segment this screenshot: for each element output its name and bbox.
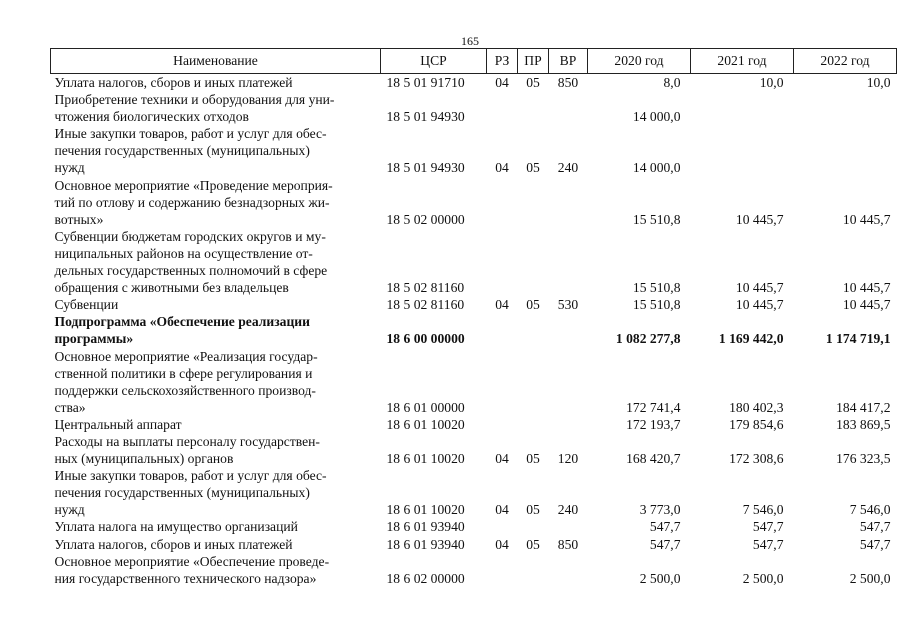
cell-name bbox=[51, 467, 381, 518]
table-row bbox=[51, 296, 897, 313]
cell-csr: 18 6 01 00000 bbox=[386, 399, 465, 415]
cell-rz: 04 bbox=[495, 160, 509, 176]
cell-y2020: 172 741,4 bbox=[626, 399, 681, 415]
cell-name-line: Подпрограмма «Обеспечение реализации bbox=[54, 314, 310, 330]
cell-name-line: Основное мероприятие «Реализация государ- bbox=[54, 348, 318, 364]
cell-y2021: 180 402,3 bbox=[729, 399, 784, 415]
cell-y2020: 547,7 bbox=[649, 536, 681, 552]
cell-pr: 05 bbox=[526, 297, 540, 313]
cell-y2020: 15 510,8 bbox=[632, 297, 681, 313]
cell-vr bbox=[549, 348, 588, 416]
cell-name-line: поддержки сельскохозяйственного производ- bbox=[54, 382, 316, 398]
cell-pr: 05 bbox=[526, 536, 540, 552]
cell-name bbox=[51, 74, 381, 92]
cell-csr: 18 5 02 00000 bbox=[386, 211, 465, 227]
cell-y2022 bbox=[794, 125, 897, 176]
cell-y2021: 547,7 bbox=[752, 519, 784, 535]
header-csr: ЦСР bbox=[381, 49, 487, 74]
cell-name bbox=[51, 91, 381, 125]
cell-y2021: 10 445,7 bbox=[735, 211, 784, 227]
cell-y2022: 184 417,2 bbox=[836, 399, 891, 415]
cell-name bbox=[51, 348, 381, 416]
cell-y2021: 10 445,7 bbox=[735, 297, 784, 313]
cell-y2022: 7 546,0 bbox=[849, 502, 891, 518]
cell-csr: 18 5 01 91710 bbox=[386, 75, 465, 90]
cell-y2022: 10 445,7 bbox=[842, 211, 891, 227]
cell-name-line: вотных» bbox=[54, 211, 104, 227]
cell-y2022: 10 445,7 bbox=[842, 297, 891, 313]
cell-vr bbox=[549, 416, 588, 433]
cell-vr bbox=[549, 228, 588, 296]
cell-pr bbox=[518, 348, 549, 416]
cell-name-line: Иные закупки товаров, работ и услуг для обес- bbox=[54, 468, 327, 484]
cell-pr bbox=[518, 91, 549, 125]
cell-vr bbox=[549, 177, 588, 228]
cell-y2020: 8,0 bbox=[663, 75, 681, 90]
cell-y2022: 547,7 bbox=[859, 536, 891, 552]
header-2022: 2022 год bbox=[794, 49, 897, 74]
cell-name-line: обращения с животными без владельцев bbox=[54, 280, 289, 296]
cell-name bbox=[51, 518, 381, 535]
cell-name-line: Основное мероприятие «Обеспечение проведе- bbox=[54, 553, 330, 569]
table-row bbox=[51, 91, 897, 125]
table-row bbox=[51, 536, 897, 553]
cell-pr: 05 bbox=[526, 160, 540, 176]
cell-y2020: 15 510,8 bbox=[632, 280, 681, 296]
table-row bbox=[51, 74, 897, 92]
cell-name bbox=[51, 125, 381, 176]
cell-y2020: 172 193,7 bbox=[626, 416, 681, 432]
cell-rz: 04 bbox=[495, 451, 509, 467]
cell-name-line: программы» bbox=[54, 331, 134, 347]
cell-rz bbox=[487, 228, 518, 296]
cell-pr: 05 bbox=[526, 451, 540, 467]
cell-vr: 850 bbox=[557, 75, 579, 90]
header-rz: РЗ bbox=[487, 49, 518, 74]
cell-vr bbox=[549, 91, 588, 125]
cell-name-line: ниципальных районов на осуществление от- bbox=[54, 245, 313, 261]
cell-name-line: чтожения биологических отходов bbox=[54, 109, 249, 125]
cell-csr: 18 6 00 00000 bbox=[386, 331, 465, 347]
table-row bbox=[51, 518, 897, 535]
cell-y2020: 3 773,0 bbox=[639, 502, 681, 518]
cell-y2020: 2 500,0 bbox=[639, 570, 681, 586]
cell-csr: 18 6 02 00000 bbox=[386, 570, 465, 586]
cell-name-line: ства» bbox=[54, 399, 86, 415]
cell-vr bbox=[549, 313, 588, 347]
header-pr: ПР bbox=[518, 49, 549, 74]
cell-rz bbox=[487, 177, 518, 228]
cell-name-line: ния государственного технического надзора» bbox=[54, 570, 317, 586]
cell-name-line: Основное мероприятие «Проведение мероприя- bbox=[54, 177, 333, 193]
cell-name bbox=[51, 228, 381, 296]
cell-name-line: нужд bbox=[54, 160, 85, 176]
cell-y2022 bbox=[794, 91, 897, 125]
cell-name-line: Уплата налога на имущество организаций bbox=[54, 519, 298, 535]
cell-pr bbox=[518, 177, 549, 228]
cell-name bbox=[51, 296, 381, 313]
cell-rz bbox=[487, 91, 518, 125]
cell-y2021: 547,7 bbox=[752, 536, 784, 552]
cell-name bbox=[51, 433, 381, 467]
cell-name-line: ственной политики в сфере регулирования и bbox=[54, 365, 313, 381]
table-row bbox=[51, 228, 897, 296]
cell-name bbox=[51, 313, 381, 347]
cell-vr bbox=[549, 553, 588, 587]
table-row bbox=[51, 177, 897, 228]
table-body bbox=[51, 74, 897, 587]
cell-y2021: 10,0 bbox=[759, 75, 784, 90]
cell-pr bbox=[518, 228, 549, 296]
budget-table bbox=[50, 48, 897, 587]
cell-name-line: Центральный аппарат bbox=[54, 416, 182, 432]
cell-name-line: тий по отлову и содержанию безнадзорных жи- bbox=[54, 194, 330, 210]
cell-pr bbox=[518, 553, 549, 587]
cell-rz bbox=[487, 553, 518, 587]
cell-name bbox=[51, 536, 381, 553]
cell-y2021: 179 854,6 bbox=[729, 416, 784, 432]
cell-rz bbox=[487, 518, 518, 535]
header-vr: ВР bbox=[549, 49, 588, 74]
cell-csr: 18 6 01 93940 bbox=[386, 536, 465, 552]
cell-vr: 240 bbox=[557, 502, 579, 518]
cell-csr: 18 6 01 93940 bbox=[386, 519, 465, 535]
cell-y2020: 547,7 bbox=[649, 519, 681, 535]
cell-pr: 05 bbox=[526, 502, 540, 518]
cell-csr: 18 5 01 94930 bbox=[386, 109, 465, 125]
cell-rz bbox=[487, 416, 518, 433]
cell-csr: 18 6 01 10020 bbox=[386, 451, 465, 467]
cell-name bbox=[51, 416, 381, 433]
cell-name-line: Расходы на выплаты персоналу государствен- bbox=[54, 433, 320, 449]
cell-y2021: 1 169 442,0 bbox=[718, 331, 784, 347]
cell-y2022: 176 323,5 bbox=[836, 451, 891, 467]
cell-name bbox=[51, 553, 381, 587]
cell-name-line: Приобретение техники и оборудования для уни- bbox=[54, 92, 335, 108]
cell-pr bbox=[518, 416, 549, 433]
cell-csr: 18 6 01 10020 bbox=[386, 502, 465, 518]
cell-rz: 04 bbox=[495, 75, 509, 90]
cell-pr: 05 bbox=[526, 75, 540, 90]
cell-y2021: 10 445,7 bbox=[735, 280, 784, 296]
cell-csr: 18 6 01 10020 bbox=[386, 416, 465, 432]
header-2021: 2021 год bbox=[691, 49, 794, 74]
table-header bbox=[51, 49, 897, 74]
cell-y2020: 1 082 277,8 bbox=[615, 331, 681, 347]
cell-name-line: Уплата налогов, сборов и иных платежей bbox=[54, 75, 293, 90]
cell-name-line: печения государственных (муниципальных) bbox=[54, 143, 310, 159]
cell-y2021: 7 546,0 bbox=[742, 502, 784, 518]
table-row bbox=[51, 416, 897, 433]
cell-name-line: Уплата налогов, сборов и иных платежей bbox=[54, 536, 293, 552]
cell-y2020: 168 420,7 bbox=[626, 451, 681, 467]
cell-rz bbox=[487, 313, 518, 347]
cell-vr bbox=[549, 518, 588, 535]
cell-vr: 850 bbox=[557, 536, 579, 552]
cell-y2022: 10,0 bbox=[866, 75, 891, 90]
cell-y2022: 183 869,5 bbox=[836, 416, 891, 432]
cell-pr bbox=[518, 518, 549, 535]
cell-rz: 04 bbox=[495, 536, 509, 552]
cell-rz: 04 bbox=[495, 502, 509, 518]
cell-y2020: 14 000,0 bbox=[632, 109, 681, 125]
cell-vr: 530 bbox=[557, 297, 579, 313]
page-number: 165 bbox=[461, 34, 479, 48]
cell-name-line: дельных государственных полномочий в сфере bbox=[54, 263, 328, 279]
cell-vr: 240 bbox=[557, 160, 579, 176]
cell-csr: 18 5 02 81160 bbox=[386, 280, 465, 296]
cell-y2022: 2 500,0 bbox=[849, 570, 891, 586]
cell-y2022: 10 445,7 bbox=[842, 280, 891, 296]
cell-y2021 bbox=[691, 91, 794, 125]
cell-y2020: 14 000,0 bbox=[632, 160, 681, 176]
cell-y2021: 172 308,6 bbox=[729, 451, 784, 467]
table-row bbox=[51, 433, 897, 467]
cell-name-line: ных (муниципальных) органов bbox=[54, 451, 234, 467]
table-row bbox=[51, 125, 897, 176]
cell-vr: 120 bbox=[557, 451, 579, 467]
header-2020: 2020 год bbox=[588, 49, 691, 74]
cell-csr: 18 5 02 81160 bbox=[386, 297, 465, 313]
table-row bbox=[51, 553, 897, 587]
cell-name-line: печения государственных (муниципальных) bbox=[54, 485, 310, 501]
cell-name-line: нужд bbox=[54, 502, 85, 518]
cell-pr bbox=[518, 313, 549, 347]
cell-csr: 18 5 01 94930 bbox=[386, 160, 465, 176]
cell-y2021: 2 500,0 bbox=[742, 570, 784, 586]
cell-name-line: Иные закупки товаров, работ и услуг для обес- bbox=[54, 126, 327, 142]
table-row bbox=[51, 313, 897, 347]
cell-rz: 04 bbox=[495, 297, 509, 313]
table-row bbox=[51, 467, 897, 518]
header-name: Наименование bbox=[51, 49, 381, 74]
cell-y2020: 15 510,8 bbox=[632, 211, 681, 227]
cell-y2021 bbox=[691, 125, 794, 176]
cell-rz bbox=[487, 348, 518, 416]
cell-name-line: Субвенции bbox=[54, 297, 119, 313]
cell-name bbox=[51, 177, 381, 228]
cell-y2022: 1 174 719,1 bbox=[825, 331, 891, 347]
cell-y2022: 547,7 bbox=[859, 519, 891, 535]
cell-name-line: Субвенции бюджетам городских округов и му- bbox=[54, 228, 326, 244]
table-row bbox=[51, 348, 897, 416]
